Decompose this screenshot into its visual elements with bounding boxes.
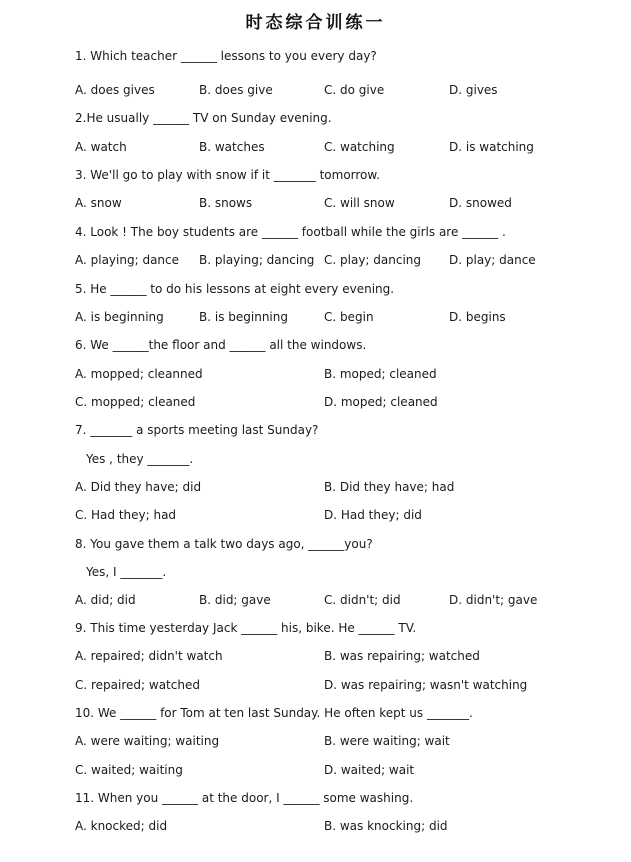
options-row [0, 761, 631, 779]
question-text: 4. Look ! The boy students are ______ football while the girls are ______ . [75, 225, 506, 239]
option: A. were waiting; waiting [75, 734, 220, 748]
question-stem [0, 47, 631, 65]
question-stem [0, 789, 631, 807]
options-row [0, 647, 631, 665]
question-text: 7. _______ a sports meeting last Sunday? [75, 423, 319, 437]
question-stem [0, 421, 631, 439]
option: B. watches [199, 140, 265, 154]
option: D. was repairing; wasn't watching [324, 678, 528, 692]
option: D. waited; wait [324, 763, 415, 777]
answer-text: Yes, I _______. [86, 565, 167, 579]
option: C. didn't; did [324, 593, 401, 607]
question-stem [0, 336, 631, 354]
question-stem [0, 704, 631, 722]
options-row [0, 308, 631, 326]
option: D. begins [449, 310, 506, 324]
option: B. Did they have; had [324, 480, 455, 494]
question-stem [0, 535, 631, 553]
option: B. was repairing; watched [324, 649, 480, 663]
option: A. Did they have; did [75, 480, 202, 494]
option: A. does gives [75, 83, 155, 97]
option: B. is beginning [199, 310, 288, 324]
option: C. play; dancing [324, 253, 422, 267]
option: C. watching [324, 140, 395, 154]
option: C. repaired; watched [75, 678, 200, 692]
answer-line [0, 563, 631, 581]
question-text: 6. We ______the floor and ______ all the windows. [75, 338, 367, 352]
question-stem [0, 223, 631, 241]
option: B. moped; cleaned [324, 367, 437, 381]
option: A. is beginning [75, 310, 164, 324]
option: A. knocked; did [75, 819, 168, 833]
option: D. play; dance [449, 253, 536, 267]
option: D. gives [449, 83, 498, 97]
option: B. was knocking; did [324, 819, 448, 833]
question-stem [0, 280, 631, 298]
question-text: 10. We ______ for Tom at ten last Sunday. He often kept us _______. [75, 706, 473, 720]
question-stem [0, 166, 631, 184]
options-row [0, 194, 631, 212]
option: A. playing; dance [75, 253, 180, 267]
option: B. did; gave [199, 593, 271, 607]
options-row [0, 365, 631, 383]
options-row [0, 817, 631, 835]
options-row [0, 591, 631, 609]
answer-text: Yes , they _______. [86, 452, 194, 466]
option: B. playing; dancing [199, 253, 315, 267]
question-text: 8. You gave them a talk two days ago, ______you? [75, 537, 373, 551]
option: A. watch [75, 140, 127, 154]
question-text: 11. When you ______ at the door, I ______ some washing. [75, 791, 414, 805]
option: A. mopped; cleanned [75, 367, 203, 381]
option: C. mopped; cleaned [75, 395, 196, 409]
question-text: 5. He ______ to do his lessons at eight every evening. [75, 282, 395, 296]
option: A. did; did [75, 593, 136, 607]
option: C. do give [324, 83, 385, 97]
question-text: 9. This time yesterday Jack ______ his, bike. He ______ TV. [75, 621, 417, 635]
question-text: 1. Which teacher ______ lessons to you every day? [75, 49, 377, 63]
option: D. moped; cleaned [324, 395, 438, 409]
options-row [0, 732, 631, 750]
options-row [0, 478, 631, 496]
options-row [0, 676, 631, 694]
answer-line [0, 450, 631, 468]
options-row [0, 81, 631, 99]
option: A. repaired; didn't watch [75, 649, 223, 663]
option: C. will snow [324, 196, 395, 210]
option: C. waited; waiting [75, 763, 183, 777]
option: A. snow [75, 196, 122, 210]
option: D. snowed [449, 196, 512, 210]
question-stem [0, 619, 631, 637]
options-row [0, 251, 631, 269]
question-text: 2.He usually ______ TV on Sunday evening. [75, 111, 332, 125]
option: C. begin [324, 310, 374, 324]
option: C. Had they; had [75, 508, 177, 522]
option: D. is watching [449, 140, 534, 154]
option: B. snows [199, 196, 253, 210]
option: B. does give [199, 83, 273, 97]
question-stem [0, 109, 631, 127]
options-row [0, 506, 631, 524]
question-text: 3. We'll go to play with snow if it _______ tomorrow. [75, 168, 380, 182]
option: D. didn't; gave [449, 593, 538, 607]
option: B. were waiting; wait [324, 734, 450, 748]
option: D. Had they; did [324, 508, 422, 522]
options-row [0, 393, 631, 411]
options-row [0, 138, 631, 156]
page-title: 时态综合训练一 [245, 13, 386, 33]
